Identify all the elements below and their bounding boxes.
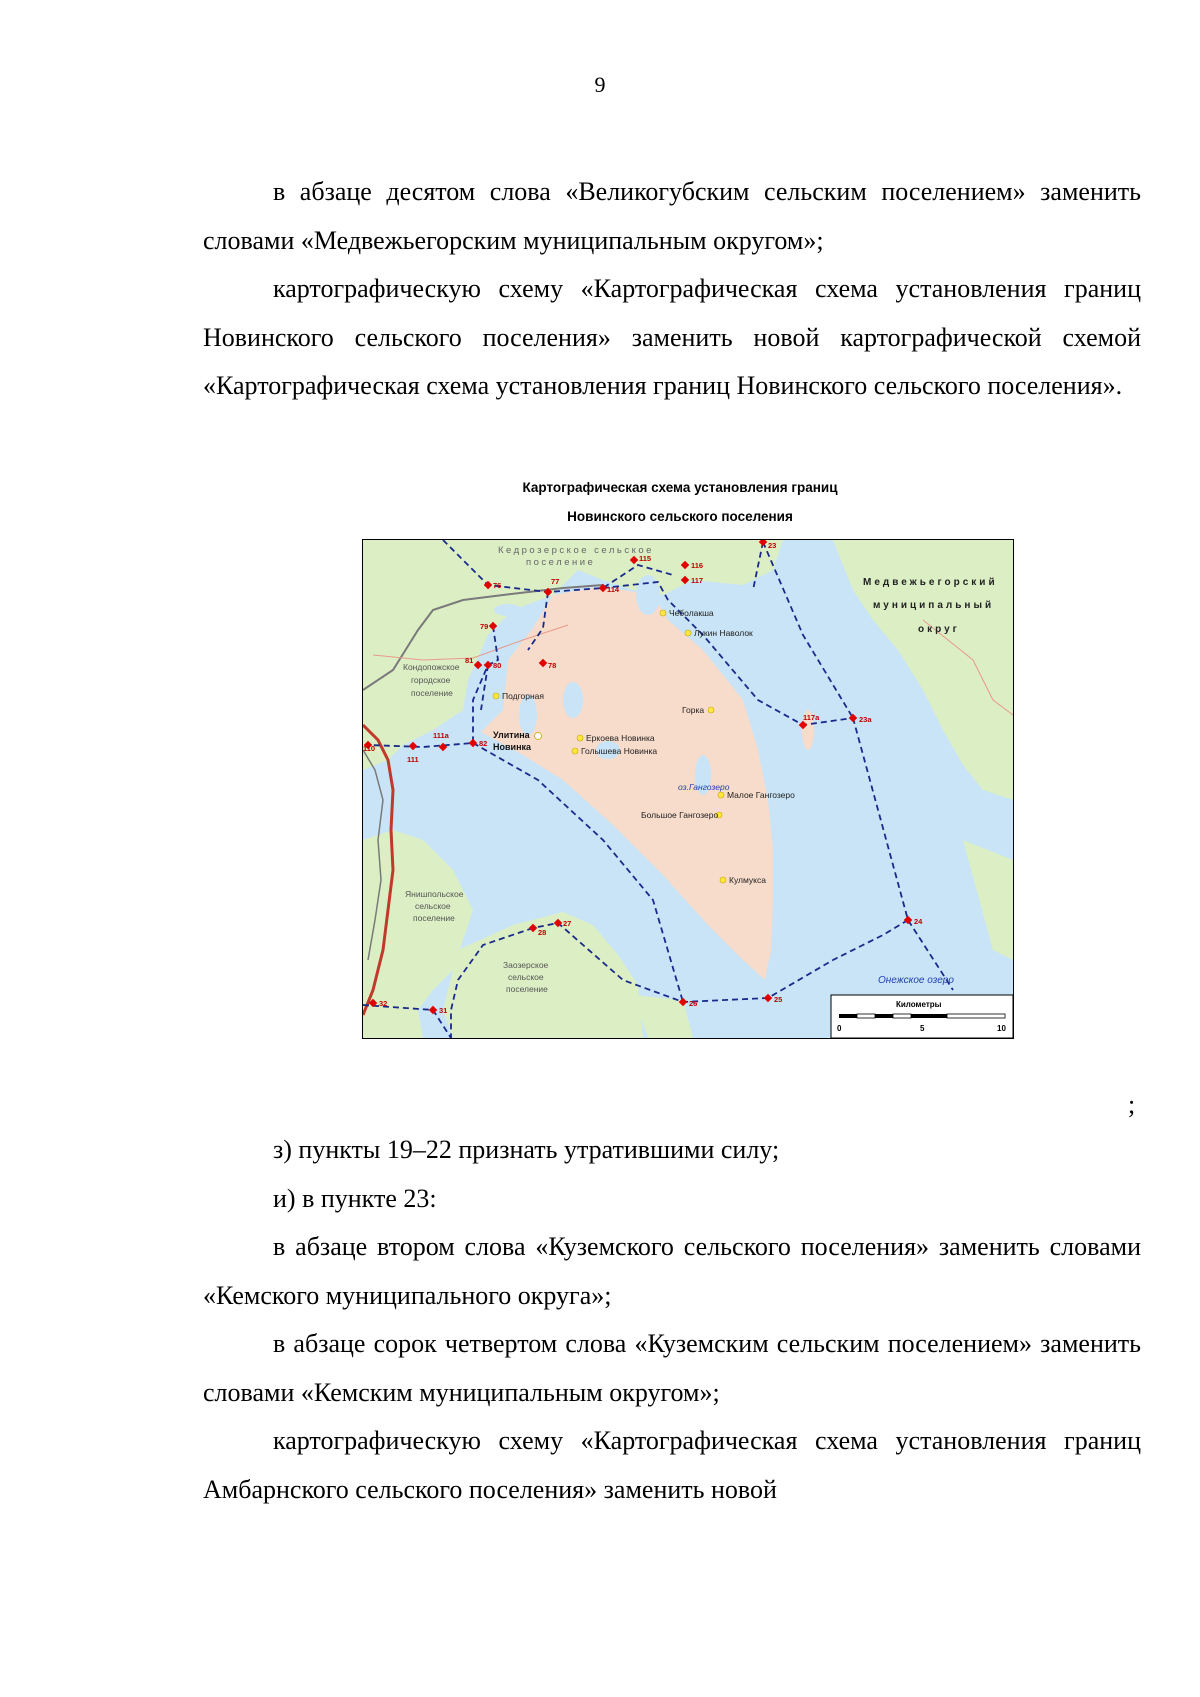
scale-tick-5: 5: [920, 1024, 925, 1033]
village-cheboloksha: Чеболакша: [669, 608, 714, 618]
bottom-text-block: [203, 1126, 1141, 1514]
village-ulitina-1: Улитина: [493, 730, 530, 740]
label-kondopoga-2: городское: [411, 675, 451, 685]
label-kedrozero-1: Кедрозерское сельское: [498, 545, 654, 556]
scale-tick-10: 10: [997, 1024, 1006, 1033]
village-marker: [718, 792, 724, 798]
map-title-line-1: Картографическая схема установления границ: [522, 480, 838, 495]
point-78: 78: [548, 661, 557, 670]
point-79: 79: [480, 622, 489, 631]
paragraph-abzac-sorok-chetvertom: в абзаце сорок четвертом слова «Куземским сельским поселением» заменить словами «Кемским муниципальным округом»;: [203, 1329, 1141, 1407]
paragraph-abzac-vtorom: в абзаце втором слова «Куземского сельского поселения» заменить словами «Кемского муниципального округа»;: [203, 1232, 1141, 1310]
village-lukin-navolok: Лукин Наволок: [694, 628, 753, 638]
map-title-line-2: Новинского сельского поселения: [567, 509, 793, 524]
village-kulmuksa: Кулмукса: [729, 875, 766, 885]
label-zaozer-1: Заозерское: [503, 960, 549, 970]
top-text-block: [203, 168, 1141, 411]
scale-tick-0: 0: [837, 1024, 842, 1033]
village-marker: [660, 610, 666, 616]
label-zaozer-2: сельское: [508, 972, 544, 982]
point-23: 23: [768, 541, 777, 550]
village-marker: [708, 707, 714, 713]
point-114: 114: [607, 585, 620, 594]
label-kedrozero-2: поселение: [526, 557, 596, 568]
paragraph-z-punkty: з) пункты 19–22 признать утратившими силу;: [273, 1135, 780, 1164]
point-115: 115: [639, 554, 652, 563]
village-erkoeva-novinka: Еркоева Новинка: [586, 733, 655, 743]
point-77: 77: [551, 577, 560, 586]
label-medvezhegorsk-1: Медвежьегорский: [863, 577, 998, 588]
village-marker: [577, 735, 583, 741]
point-80: 80: [493, 661, 502, 670]
label-zaozer-3: поселение: [506, 984, 548, 994]
point-81: 81: [465, 656, 474, 665]
point-76: 76: [493, 581, 502, 590]
village-marker: [720, 877, 726, 883]
point-28: 28: [538, 928, 547, 937]
village-maloe-gangozero: Малое Гангозеро: [727, 790, 795, 800]
label-yanishpol-1: Янишпольское: [405, 889, 464, 899]
paragraph-kartograficheskuyu-skhemu-ambarnskoe: картографическую схему «Картографическая схема установления границ Амбарнского сельского поселения» заменить новой: [203, 1426, 1141, 1504]
scale-segment: [893, 1014, 911, 1018]
village-podgornaya: Подгорная: [502, 691, 545, 701]
label-yanishpol-2: сельское: [415, 901, 451, 911]
paragraph-i-punkt-23: и) в пункте 23:: [273, 1183, 437, 1213]
page-number: 9: [594, 72, 606, 97]
village-golysheva-novinka: Голышева Новинка: [581, 746, 658, 756]
paragraph-kartograficheskuyu-skhemu-novinskoe: картографическую схему «Картографическая схема установления границ Новинского сельского поселения» заменить новой картографической схемой «Картографическая схема установления границ Новинского сельского поселения».: [203, 274, 1141, 400]
scale-segment: [875, 1014, 893, 1018]
point-32: 32: [379, 999, 388, 1008]
point-25: 25: [774, 995, 783, 1004]
lake-small-3: [563, 682, 583, 718]
scale-segment: [911, 1014, 947, 1018]
village-ulitina-2: Новинка: [493, 742, 532, 752]
lake-small-2: [519, 695, 537, 735]
village-gorka: Горка: [682, 705, 705, 715]
village-marker: [685, 630, 691, 636]
scale-segment: [839, 1014, 857, 1018]
point-110: 110: [363, 744, 376, 753]
label-kondopoga-3: поселение: [411, 688, 453, 698]
village-marker-ulitina: [535, 733, 542, 740]
point-23a: 23а: [859, 715, 872, 724]
paragraph-abzac-desyatom: в абзаце десятом слова «Великогубским сельским поселением» заменить словами «Медвежьегорским муниципальным округом»;: [203, 177, 1141, 255]
point-26: 26: [689, 999, 698, 1008]
point-27: 27: [563, 919, 572, 928]
label-medvezhegorsk-3: округ: [918, 624, 960, 635]
label-kondopoga-1: Кондопожское: [403, 662, 460, 672]
label-gangozero-lake: оз.Гангозеро: [678, 782, 730, 792]
lake-north-small: [636, 575, 660, 615]
lake-small-1: [494, 604, 522, 616]
settlement-boundary-map: [362, 539, 1014, 1039]
label-medvezhegorsk-2: муниципальный: [873, 600, 995, 611]
point-82: 82: [479, 739, 488, 748]
point-117a: 117а: [803, 713, 820, 722]
point-111a: 111а: [433, 731, 449, 740]
village-bolshoe-gangozero: Большое Гангозеро: [641, 810, 719, 820]
scale-bar: [831, 995, 1013, 1038]
scale-title: Километры: [896, 1000, 942, 1009]
scale-segment: [947, 1014, 1005, 1018]
village-marker: [493, 693, 499, 699]
point-111: 111: [407, 755, 419, 764]
village-marker: [572, 748, 578, 754]
point-117: 117: [691, 576, 704, 585]
label-onega-lake: Онежское озеро: [878, 975, 954, 986]
list-semicolon: ;: [1128, 1090, 1136, 1119]
point-116: 116: [691, 561, 704, 570]
label-yanishpol-3: поселение: [413, 913, 455, 923]
point-24: 24: [914, 917, 923, 926]
scale-segment: [857, 1014, 875, 1018]
point-31: 31: [439, 1006, 448, 1015]
